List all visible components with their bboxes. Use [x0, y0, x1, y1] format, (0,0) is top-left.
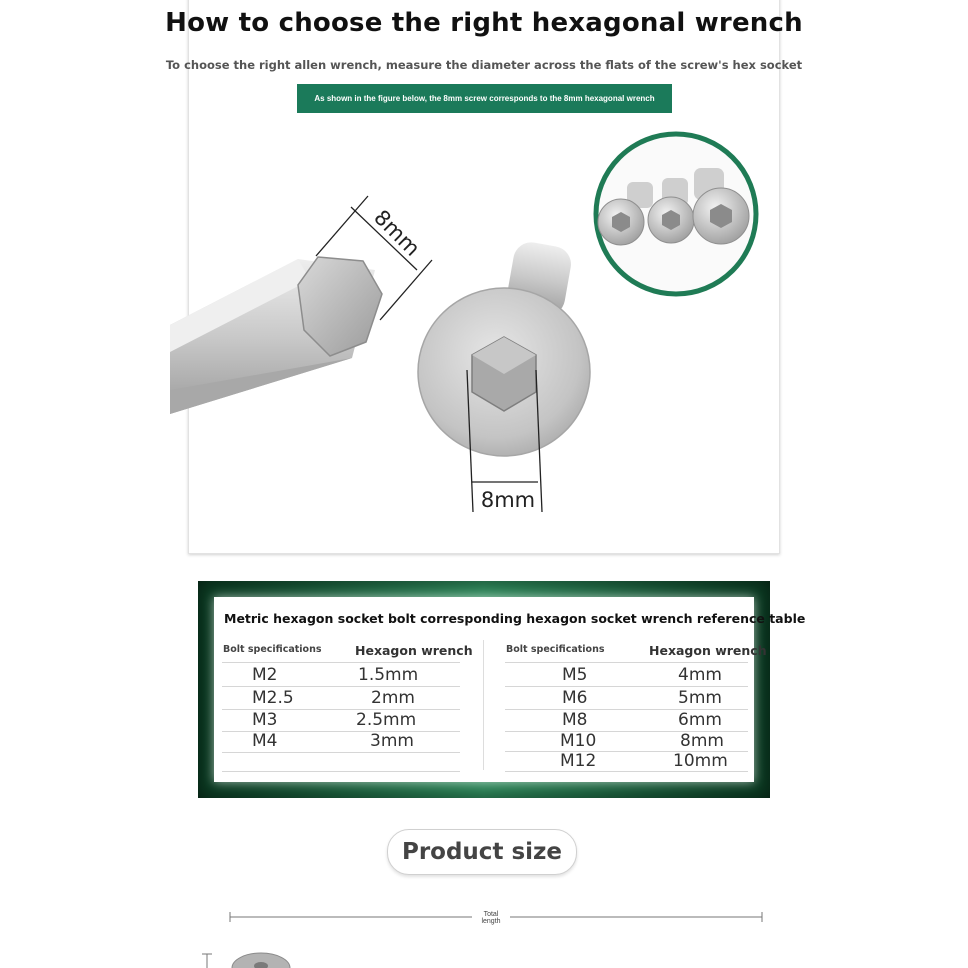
col-header-bolt-right: Bolt specifications [506, 644, 605, 655]
col-header-wrench-right: Hexagon wrench [649, 643, 767, 658]
total-length-label-line2: length [481, 918, 501, 925]
table-divider [483, 640, 484, 770]
screw-measure-label: 8mm [480, 488, 536, 512]
table-cell-bolt: M10 [560, 731, 597, 751]
page-title: How to choose the right hexagonal wrench [165, 8, 803, 38]
info-banner: As shown in the figure below, the 8mm screw corresponds to the 8mm hexagonal wrench [297, 84, 672, 113]
table-rule [222, 662, 460, 663]
reference-table-title: Metric hexagon socket bolt corresponding hexagon socket wrench reference table [224, 611, 806, 626]
table-cell-bolt: M2.5 [252, 688, 294, 708]
table-cell-wrench: 5mm [678, 688, 722, 708]
table-rule [222, 771, 460, 772]
table-cell-bolt: M8 [562, 710, 588, 730]
allen-wrench [170, 257, 382, 414]
wrench-screw-illustration [170, 120, 790, 540]
table-cell-wrench: 1.5mm [358, 665, 419, 685]
table-cell-wrench: 4mm [678, 665, 722, 685]
table-cell-wrench: 3mm [370, 731, 414, 751]
total-length-label-line1: Total [483, 911, 499, 918]
table-rule [505, 662, 748, 663]
col-header-bolt-left: Bolt specifications [223, 644, 322, 655]
table-rule [222, 752, 460, 753]
product-size-heading: Product size [387, 829, 577, 875]
wrench-head-preview [198, 948, 298, 968]
screw [418, 240, 590, 456]
table-rule [505, 771, 748, 772]
table-cell-wrench: 6mm [678, 710, 722, 730]
table-cell-bolt: M4 [252, 731, 278, 751]
wrench-measure-label: 8mm [369, 205, 425, 261]
table-cell-bolt: M5 [562, 665, 588, 685]
table-cell-bolt: M12 [560, 751, 597, 771]
screw-set-inset [596, 134, 756, 294]
table-cell-wrench: 10mm [673, 751, 728, 771]
table-cell-bolt: M6 [562, 688, 588, 708]
col-header-wrench-left: Hexagon wrench [355, 643, 473, 658]
page-subtitle: To choose the right allen wrench, measure the diameter across the flats of the screw's hex socket [165, 58, 803, 72]
table-cell-wrench: 2.5mm [356, 710, 417, 730]
table-cell-wrench: 8mm [680, 731, 724, 751]
table-cell-bolt: M2 [252, 665, 278, 685]
table-cell-bolt: M3 [252, 710, 278, 730]
total-length-label [472, 911, 510, 925]
table-cell-wrench: 2mm [371, 688, 415, 708]
